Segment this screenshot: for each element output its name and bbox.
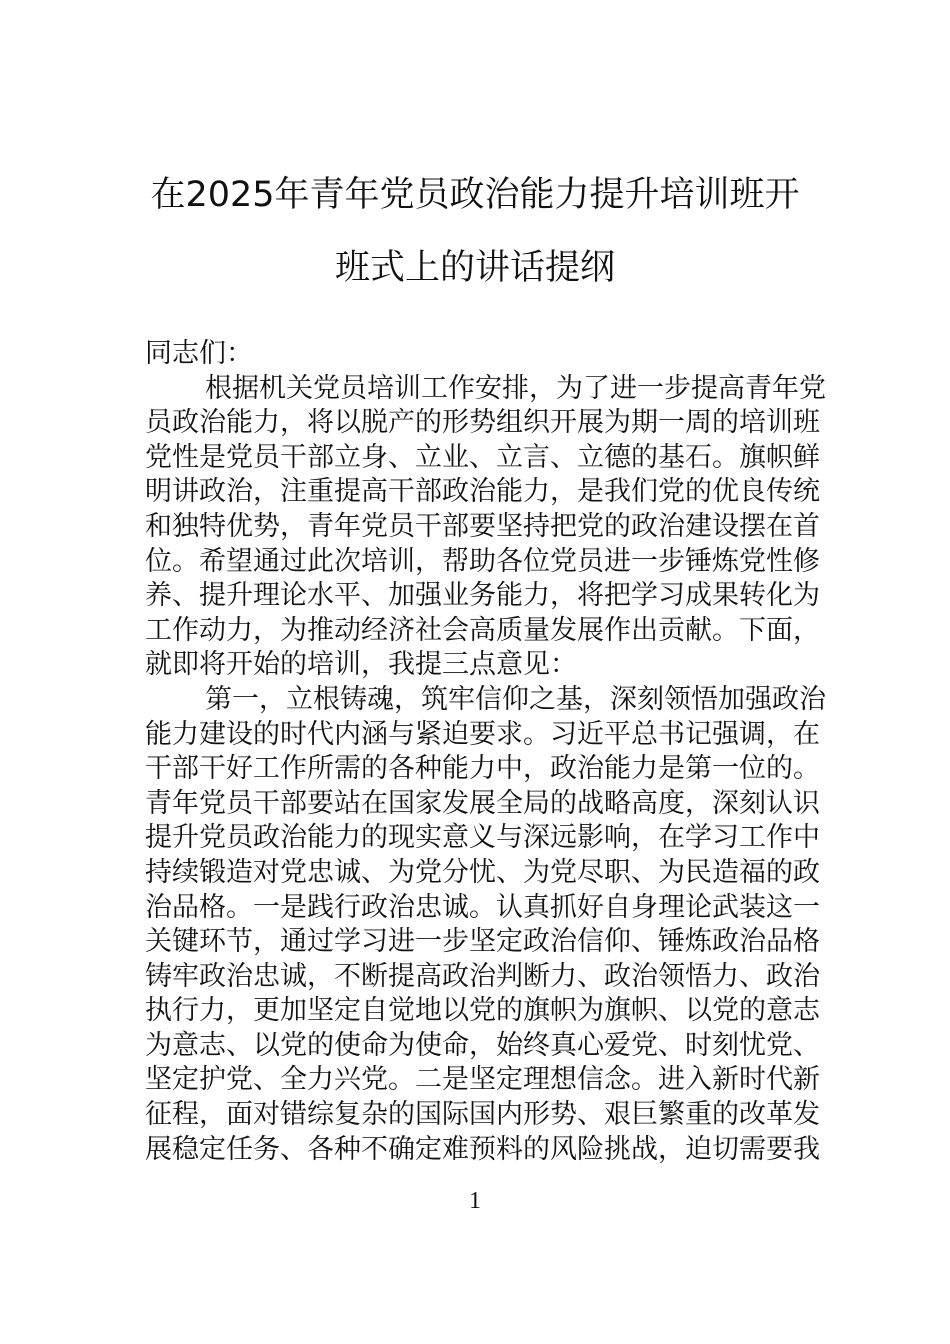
paragraph-line: 提升党员政治能力的现实意义与深远影响，在学习工作中: [145, 822, 820, 854]
paragraph-line: 治品格。一是践行政治忠诚。认真抓好自身理论武装这一: [145, 891, 820, 923]
paragraph-line: 执行力，更加坚定自觉地以党的旗帜为旗帜、以党的意志: [145, 995, 820, 1027]
document-title-line-2: 班式上的讲话提纲: [334, 248, 615, 288]
paragraph-line: 青年党员干部要站在国家发展全局的战略高度，深刻认识: [145, 787, 820, 819]
paragraph-line: 工作动力，为推动经济社会高质量发展作出贡献。下面，: [145, 614, 820, 646]
salutation: 同志们：: [145, 338, 253, 369]
paragraph-line: 员政治能力，将以脱产的形势组织开展为期一周的培训班: [145, 407, 820, 439]
page-number: 1: [469, 1188, 481, 1214]
paragraph-line: 关键环节，通过学习进一步坚定政治信仰、锤炼政治品格: [145, 926, 820, 958]
paragraph-line: 干部干好工作所需的各种能力中，政治能力是第一位的。: [145, 753, 820, 785]
paragraph-line: 养、提升理论水平、加强业务能力，将把学习成果转化为: [145, 580, 820, 612]
paragraph-line: 就即将开始的培训，我提三点意见：: [145, 649, 577, 681]
paragraph-line: 和独特优势，青年党员干部要坚持把党的政治建设摆在首: [145, 510, 820, 542]
paragraph-line: 为意志、以党的使命为使命，始终真心爱党、时刻忧党、: [145, 1029, 820, 1061]
document-title-line-1: 在2025年青年党员政治能力提升培训班开: [150, 175, 800, 215]
paragraph-line: 坚定护党、全力兴党。二是坚定理想信念。进入新时代新: [145, 1064, 820, 1096]
paragraph-line: 征程，面对错综复杂的国际国内形势、艰巨繁重的改革发: [145, 1099, 820, 1131]
document-body: [145, 337, 826, 1167]
paragraph-line: 第一，立根铸魂，筑牢信仰之基，深刻领悟加强政治: [205, 683, 826, 715]
paragraph-line: 党性是党员干部立身、立业、立言、立德的基石。旗帜鲜: [145, 441, 820, 473]
paragraph-line: 展稳定任务、各种不确定难预料的风险挑战，迫切需要我: [145, 1133, 820, 1165]
paragraph-line: 位。希望通过此次培训，帮助各位党员进一步锤炼党性修: [145, 545, 820, 577]
paragraph-line: 明讲政治，注重提高干部政治能力，是我们党的优良传统: [145, 476, 820, 508]
paragraph-line: 铸牢政治忠诚，不断提高政治判断力、政治领悟力、政治: [145, 960, 820, 992]
paragraph-line: 能力建设的时代内涵与紧迫要求。习近平总书记强调，在: [145, 718, 820, 750]
paragraph-line: 持续锻造对党忠诚、为党分忧、为党尽职、为民造福的政: [145, 856, 820, 888]
paragraph-line: 根据机关党员培训工作安排，为了进一步提高青年党: [205, 372, 826, 404]
